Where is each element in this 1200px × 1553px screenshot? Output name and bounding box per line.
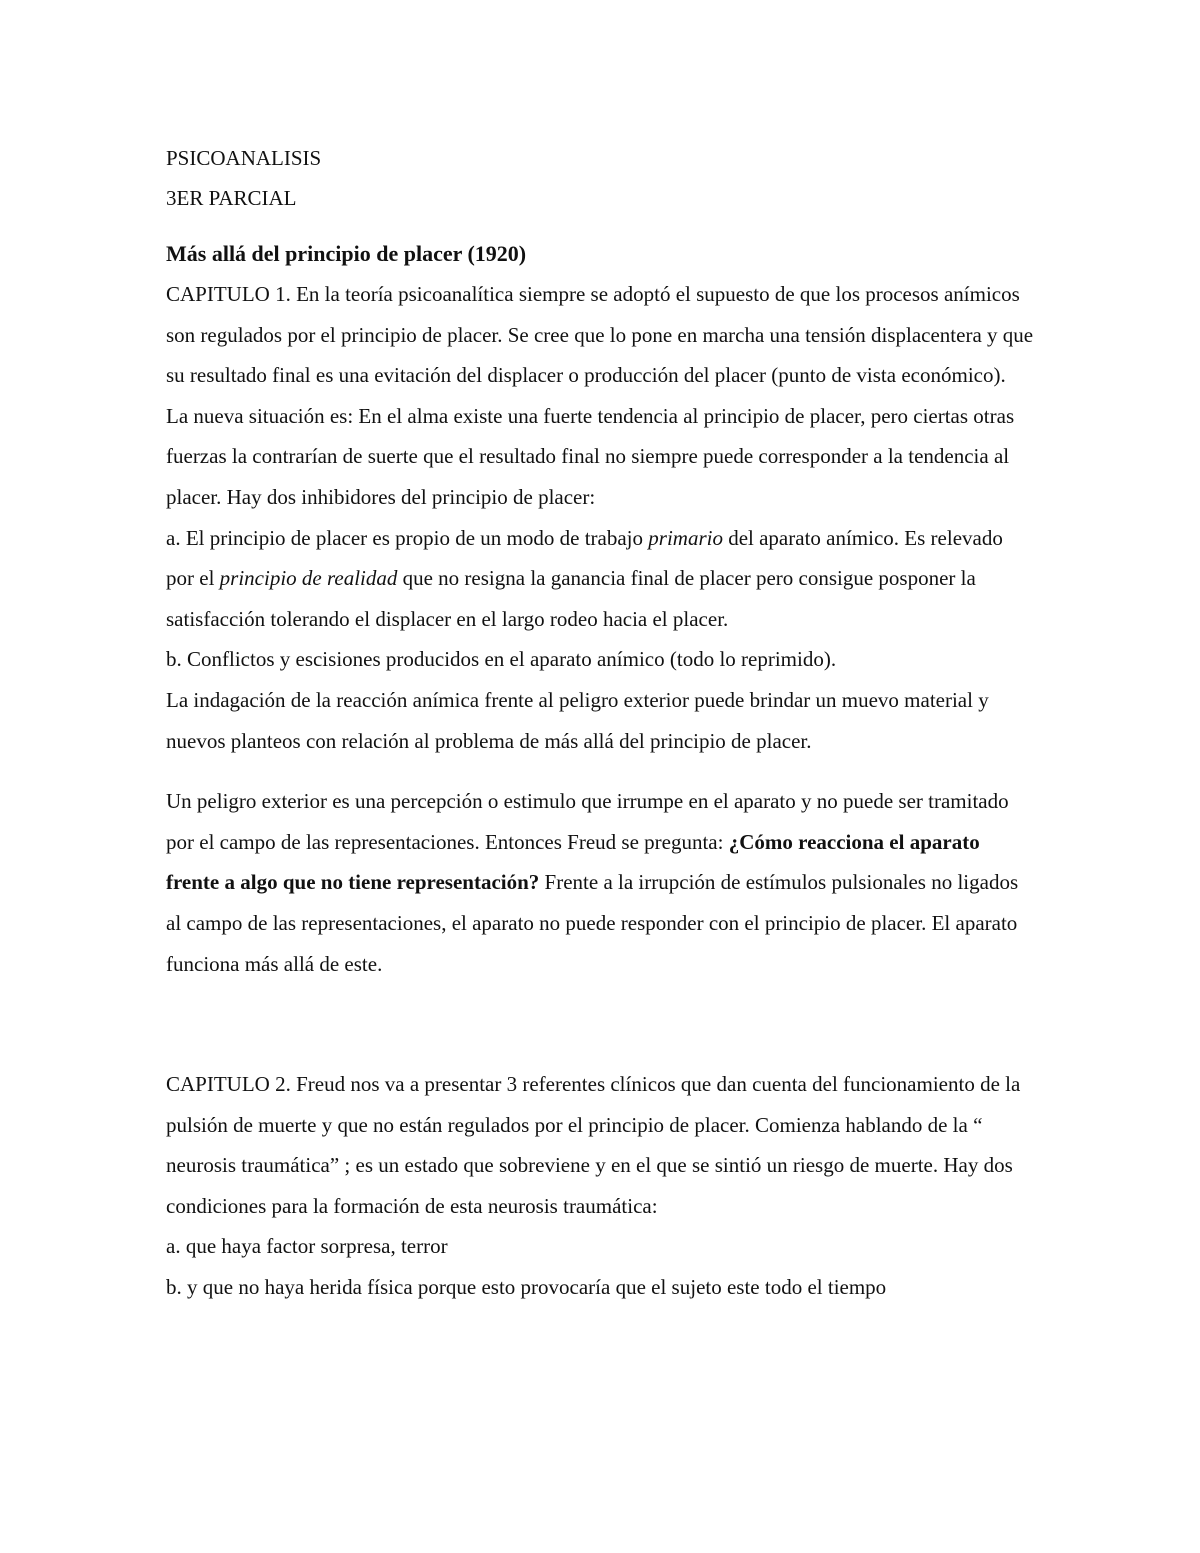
chapter1-indagacion-paragraph: La indagación de la reacción anímica frente al peligro exterior puede brindar un muevo material y nuevos planteos con relación al problema de más allá del principio de placer. — [166, 687, 989, 753]
item-a-emphasis-primario: primario — [648, 525, 723, 550]
item-a-text-3: que no resigna la ganancia final de placer pero consigue posponer la satisfacción tolerando el displacer en el largo rodeo hacia el placer. — [166, 566, 976, 631]
item-a-text-2: del aparato anímico. Es relevado por el — [166, 525, 1003, 591]
peligro-question: ¿Cómo reacciona el aparato frente a algo que no tiene representación? — [166, 829, 980, 895]
section-spacer — [166, 984, 1036, 1064]
chapter1-new-situation-paragraph: La nueva situación es: En el alma existe una fuerte tendencia al principio de placer, pero ciertas otras fuerzas la contrarían de suerte que el resultado final no siempre puede corresponder a la tendencia al placer. Hay dos inhibidores del principio de placer: — [166, 403, 1015, 509]
document-body — [166, 138, 1036, 1308]
item-a-emphasis-realidad: principio de realidad — [219, 566, 398, 591]
chapter2-item-a: a. que haya factor sorpresa, terror — [166, 1234, 448, 1259]
chapter2-intro-paragraph: CAPITULO 2. Freud nos va a presentar 3 referentes clínicos que dan cuenta del funcionamiento de la pulsión de muerte y que no están regulados por el principio de placer. Comienza hablando de la “ neurosis traumática” ; es un estado que sobreviene y en el que se sintió un riesgo de muerte. Hay dos condiciones para la formación de esta neurosis traumática: — [166, 1072, 1021, 1218]
chapter2-item-b: b. y que no haya herida física porque esto provocaría que el sujeto este todo el tiempo — [166, 1275, 887, 1300]
chapter1-item-a — [166, 518, 1036, 640]
peligro-text-1: Un peligro exterior es una percepción o estimulo que irrumpe en el aparato y no puede ser tramitado por el campo de las representaciones. Entonces Freud se pregunta: — [166, 789, 1009, 854]
chapter1-intro-paragraph: CAPITULO 1. En la teoría psicoanalítica siempre se adoptó el supuesto de que los procesos anímicos son regulados por el principio de placer. Se cree que lo pone en marcha una tensión displacentera y que su resultado final es una evitación del displacer o producción del placer (punto de vista económico). — [166, 282, 1034, 388]
chapter1-peligro-paragraph — [166, 781, 1036, 984]
document-title: Más allá del principio de placer (1920) — [166, 241, 527, 266]
exam-name: 3ER PARCIAL — [166, 186, 297, 210]
chapter1-item-b: b. Conflictos y escisiones producidos en el aparato anímico (todo lo reprimido). — [166, 647, 837, 672]
course-name: PSICOANALISIS — [166, 146, 322, 170]
item-a-text-1: a. El principio de placer es propio de un modo de trabajo — [166, 525, 649, 550]
peligro-text-2: Frente a la irrupción de estímulos pulsionales no ligados al campo de las representaciones, el aparato no puede responder con el principio de placer. El aparato funciona más allá de este. — [166, 870, 1019, 976]
